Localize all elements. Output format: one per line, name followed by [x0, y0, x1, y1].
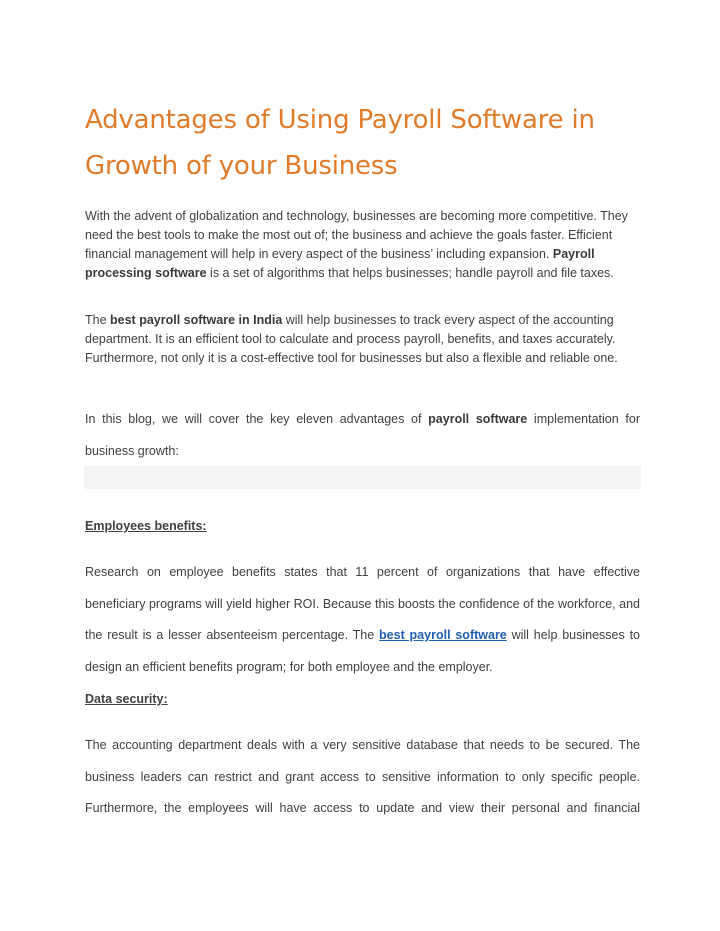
- employee-benefits-paragraph: [85, 557, 640, 683]
- intro-text-end: is a set of algorithms that helps businesses; handle payroll and file taxes.: [206, 266, 614, 280]
- para3-text-end: implementation for business growth:: [85, 412, 640, 458]
- intro-text-start: With the advent of globalization and technology, businesses are becoming more competitive. They need the best tools to make the most out of; the business and achieve the goals faster. Efficient financial management will help in every aspect of the business’ including expansion.: [85, 209, 628, 261]
- intro-bold-term: Payroll processing software: [85, 247, 595, 280]
- third-paragraph: [85, 404, 640, 467]
- para2-text-end: will help businesses to track every aspect of the accounting department. It is an efficient tool to calculate and process payroll, benefits, and taxes accurately. Furthermore, not only it is a cost-effective tool for businesses but also a flexible and reliable one.: [85, 313, 618, 365]
- para2-bold-term: best payroll software in India: [110, 313, 283, 327]
- best-payroll-software-link[interactable]: best payroll software: [379, 628, 507, 642]
- shaded-divider-band: [84, 466, 641, 489]
- para3-text-start: In this blog, we will cover the key eleven advantages of: [85, 412, 429, 426]
- para3-bold-term: payroll software: [428, 412, 528, 426]
- intro-paragraph: [85, 207, 640, 283]
- data-security-paragraph: The accounting department deals with a very sensitive database that needs to be secured. The business leaders can restrict and grant access to sensitive information to only specific people. Furthermore, the employees will have access to update and view their personal and financial: [85, 738, 640, 815]
- section-heading-employee-benefits: Employees benefits:: [85, 519, 207, 533]
- benefits-text-end: will help businesses to design an efficient benefits program; for both employee and the employer.: [85, 628, 640, 674]
- benefits-text-start: Research on employee benefits states that 11 percent of organizations that have effective beneficiary programs will yield higher ROI. Because this boosts the confidence of the workforce, and the result is a lesser absenteeism percentage. The: [85, 565, 640, 642]
- section-heading-data-security: Data security:: [85, 692, 168, 706]
- second-paragraph: [85, 311, 640, 368]
- para2-text-start: The: [85, 313, 111, 327]
- page-title: Advantages of Using Payroll Software in Growth of your Business: [85, 105, 595, 181]
